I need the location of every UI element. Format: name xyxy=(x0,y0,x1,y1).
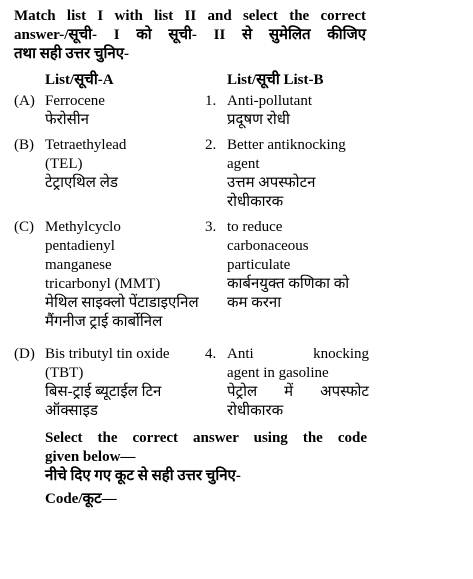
row-1-number: 1. xyxy=(205,93,217,109)
row-c-list-a xyxy=(45,218,215,332)
row-d-hi-1: बिस-ट्राई ब्यूटाईल टिन xyxy=(45,384,162,400)
row-4-list-b xyxy=(227,345,369,421)
row-a-en: Ferrocene xyxy=(45,93,105,109)
row-c-en-4: tricarbonyl (MMT) xyxy=(45,276,161,292)
row-4-hi-1: पेट्रोल में अपस्फोट xyxy=(227,384,369,400)
row-d-hi-2: ऑक्साइड xyxy=(45,403,98,419)
code-label: Code/कूट— xyxy=(45,491,117,507)
instruction-line-2: given below— xyxy=(45,449,136,465)
row-2-list-b xyxy=(227,136,369,212)
row-d-en-2: (TBT) xyxy=(45,365,84,381)
row-4-hi-2: रोधीकारक xyxy=(227,403,284,419)
row-1-hi: प्रदूषण रोधी xyxy=(227,112,290,128)
row-2-hi-1: उत्तम अपस्फोटन xyxy=(227,175,316,191)
row-3-hi-2: कम करना xyxy=(227,295,282,311)
row-1-list-b xyxy=(227,92,369,130)
row-3-en-3: particulate xyxy=(227,257,291,273)
row-1-en: Anti-pollutant xyxy=(227,93,312,109)
row-c-en-2: pentadienyl xyxy=(45,238,115,254)
row-3-number: 3. xyxy=(205,219,217,235)
row-3-en-1: to reduce xyxy=(227,219,283,235)
row-2-hi-2: रोधीकारक xyxy=(227,194,284,210)
question-line-2: answer-/सूची- I को सूची- II से सुमेलित कीजिए xyxy=(14,27,366,43)
question-line-3: तथा सही उत्तर चुनिए- xyxy=(14,46,130,62)
row-b-label: (B) xyxy=(14,137,34,153)
row-d-label: (D) xyxy=(14,346,35,362)
row-2-number: 2. xyxy=(205,137,217,153)
row-a-label: (A) xyxy=(14,93,35,109)
row-c-hi-2: मैंगनीज ट्राई कार्बोनिल xyxy=(45,314,163,330)
row-b-hi: टेट्राएथिल लेड xyxy=(45,175,118,191)
instruction-line-1: Select the correct answer using the code xyxy=(45,430,367,446)
question-text xyxy=(14,7,366,64)
row-4-en-1: Anti knocking xyxy=(227,346,369,362)
question-line-1: Match list I with list II and select the correct xyxy=(14,8,366,24)
row-4-number: 4. xyxy=(205,346,217,362)
row-c-hi-1: मेथिल साइक्लो पेंटाडाइएनिल xyxy=(45,295,199,311)
list-a-header: List/सूची-A xyxy=(45,72,114,88)
row-2-en-1: Better antiknocking xyxy=(227,137,346,153)
instruction-text xyxy=(45,429,367,509)
row-c-en-1: Methylcyclo xyxy=(45,219,121,235)
row-a-hi: फेरोसीन xyxy=(45,112,89,128)
row-d-list-a xyxy=(45,345,215,421)
instruction-line-3: नीचे दिए गए कूट से सही उत्तर चुनिए- xyxy=(45,468,241,484)
row-a-list-a xyxy=(45,92,215,130)
row-3-list-b xyxy=(227,218,369,313)
row-2-en-2: agent xyxy=(227,156,260,172)
row-3-hi-1: कार्बनयुक्त कणिका को xyxy=(227,276,350,292)
row-d-en-1: Bis tributyl tin oxide xyxy=(45,346,170,362)
row-3-en-2: carbonaceous xyxy=(227,238,309,254)
row-b-en-1: Tetraethylead xyxy=(45,137,127,153)
list-b-header: List/सूची List-B xyxy=(227,72,324,88)
row-4-en-2: agent in gasoline xyxy=(227,365,329,381)
row-b-list-a xyxy=(45,136,215,193)
row-c-en-3: manganese xyxy=(45,257,112,273)
row-c-label: (C) xyxy=(14,219,34,235)
row-b-en-2: (TEL) xyxy=(45,156,83,172)
